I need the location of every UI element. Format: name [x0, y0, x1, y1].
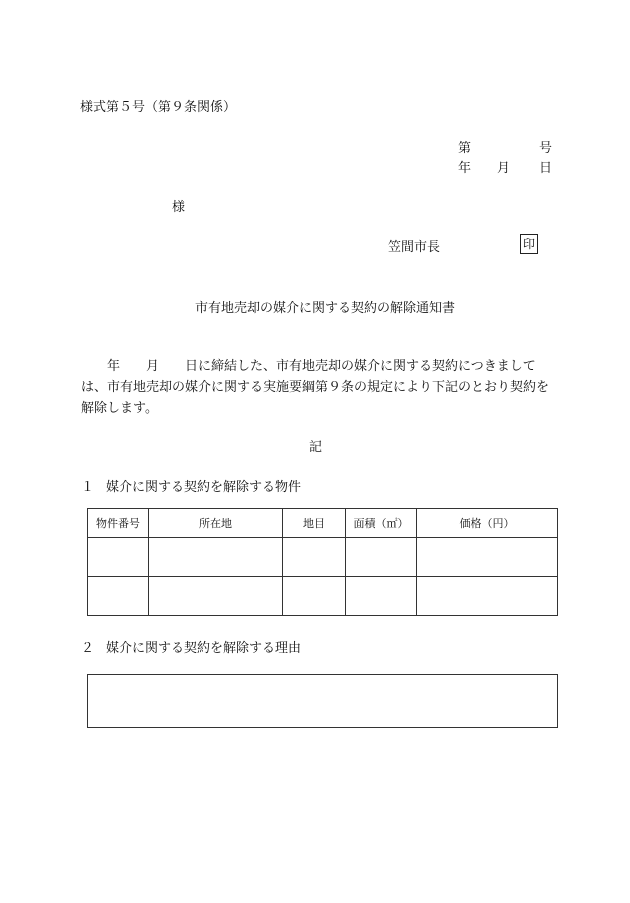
- table-cell: [346, 538, 417, 577]
- table-cell: [149, 577, 283, 616]
- reason-box: [87, 674, 558, 728]
- property-table: [87, 508, 558, 616]
- section2-label: 媒介に関する契約を解除する理由: [106, 641, 302, 656]
- body-text: 年 月 日に締結した、市有地売却の媒介に関する契約につきましては、市有地売却の媒介に関する実施要綱第９条の規定により下記のとおり契約を解除します。: [81, 359, 550, 416]
- date-month: 月: [497, 161, 511, 176]
- table-cell: [88, 577, 149, 616]
- header-property-number: 物件番号: [88, 509, 149, 538]
- seal-mark: 印: [520, 234, 538, 254]
- date-day: 日: [539, 161, 553, 176]
- doc-number-dai: 第: [458, 141, 472, 156]
- section1-label: 媒介に関する契約を解除する物件: [106, 480, 302, 495]
- section1-heading: [81, 476, 301, 495]
- addressee-suffix: 様: [172, 200, 186, 215]
- date-year: 年: [458, 161, 472, 176]
- table-cell: [417, 538, 558, 577]
- document-title: 市有地売却の媒介に関する契約の解除通知書: [195, 301, 456, 316]
- table-cell: [149, 538, 283, 577]
- header-land-category: 地目: [283, 509, 346, 538]
- header-price: 価格（円）: [417, 509, 558, 538]
- form-id: 様式第５号（第９条関係）: [80, 100, 237, 115]
- section2-number: ２: [81, 641, 95, 656]
- section1-number: １: [81, 480, 95, 495]
- sender: 笠間市長: [388, 240, 441, 255]
- table-cell: [283, 577, 346, 616]
- table-cell: [346, 577, 417, 616]
- table-cell: [417, 577, 558, 616]
- section2-heading: [81, 637, 301, 656]
- table-cell: [88, 538, 149, 577]
- table-row: [88, 538, 558, 577]
- table-cell: [283, 538, 346, 577]
- ki-heading: 記: [309, 440, 323, 455]
- header-location: 所在地: [149, 509, 283, 538]
- doc-number-go: 号: [539, 141, 553, 156]
- table-header-row: [88, 509, 558, 538]
- header-area: 面積（㎡）: [346, 509, 417, 538]
- table-row: [88, 577, 558, 616]
